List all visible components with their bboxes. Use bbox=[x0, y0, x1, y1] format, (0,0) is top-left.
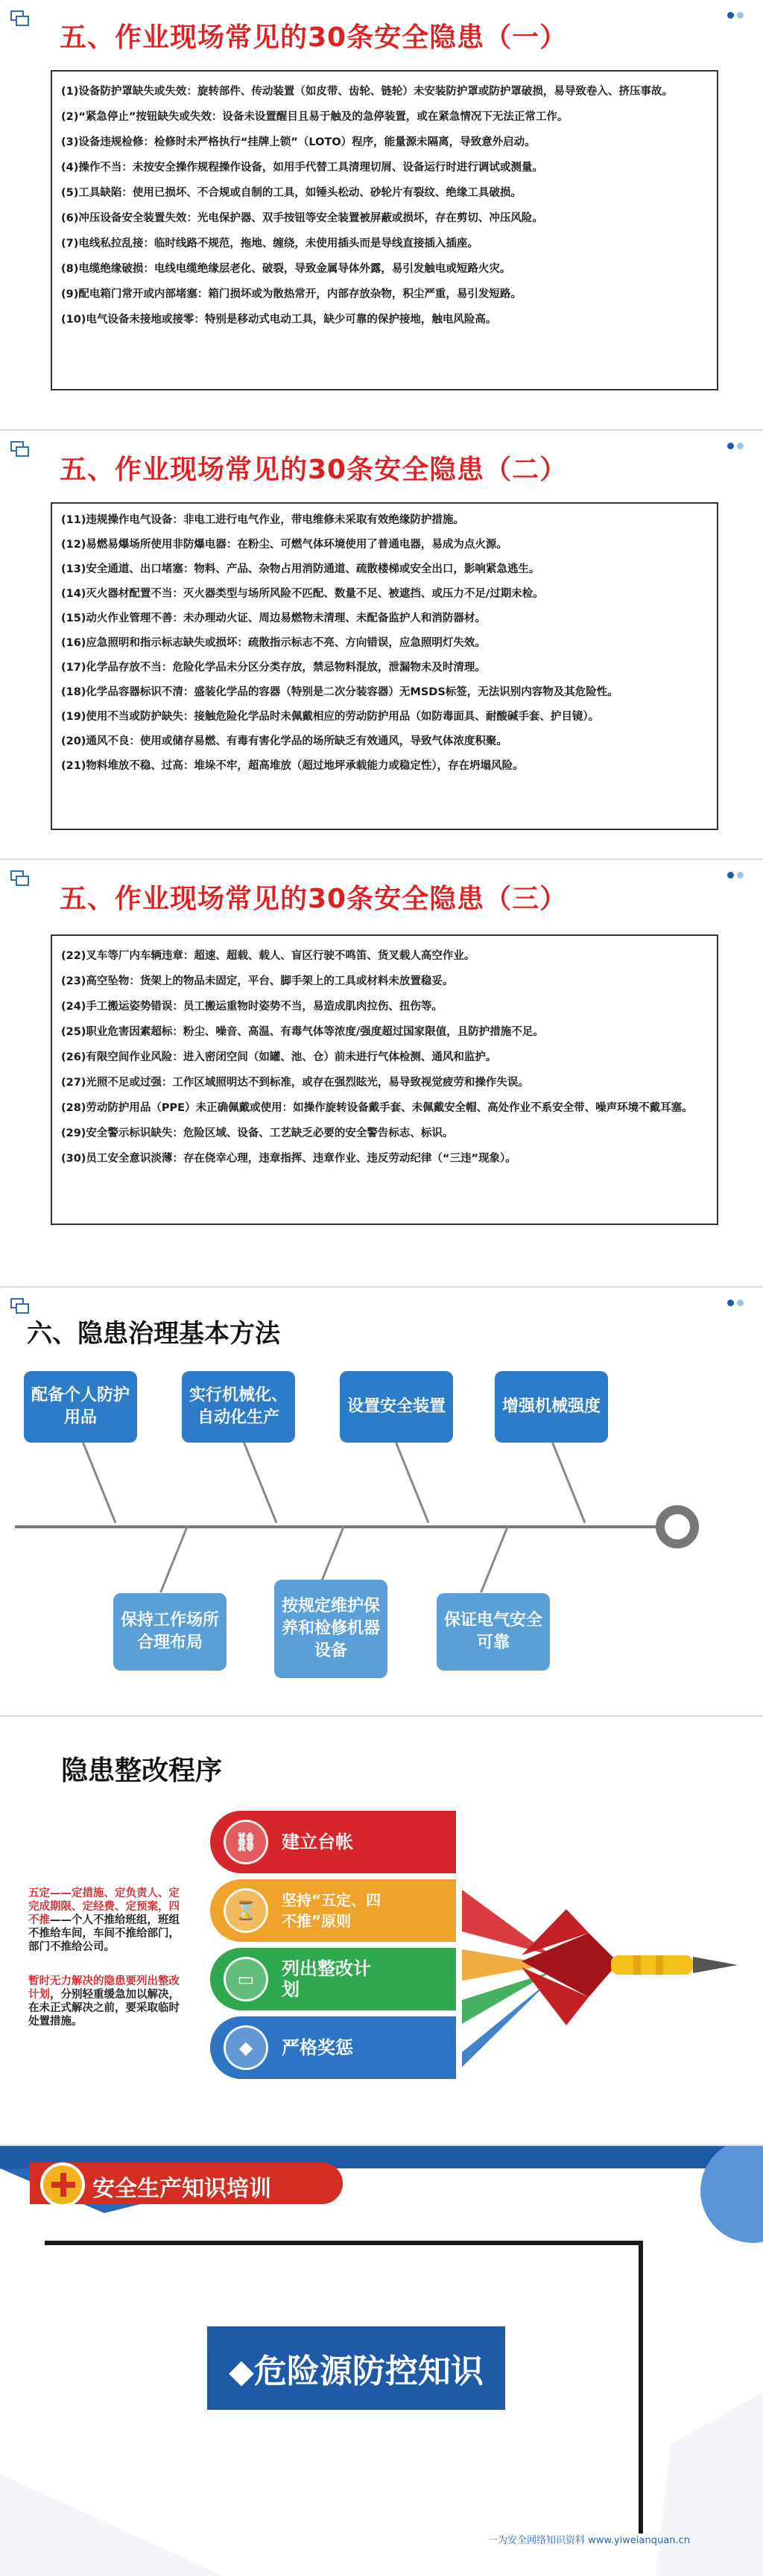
hazard-item: (8)电缆绝缘破损：电线电缆绝缘层老化、破裂，导致金属导体外露，易引发触电或短路火灾。 bbox=[61, 263, 511, 275]
slide-title: 隐患整改程序 bbox=[61, 1756, 223, 1786]
hazard-item: (11)违规操作电气设备：非电工进行电气作业，带电维修未采取有效绝缘防护措施。 bbox=[61, 514, 464, 526]
hazard-item: (7)电线私拉乱接：临时线路不规范，拖地、缠绕，未使用插头而是导线直接插入插座。 bbox=[61, 238, 478, 250]
dots-icon bbox=[727, 12, 750, 19]
dots-icon bbox=[727, 1300, 750, 1307]
hazard-item: (29)安全警示标识缺失：危险区域、设备、工艺缺乏必要的安全警告标志、标识。 bbox=[61, 1127, 454, 1139]
hazard-item: (9)配电箱门常开或内部堵塞：箱门损坏或为散热常开，内部存放杂物，积尘严重，易引发短路。 bbox=[61, 288, 522, 300]
footer-text: 一为安全网络知识资料 www.yiweianquan.cn bbox=[488, 2535, 690, 2546]
slides-icon bbox=[10, 10, 30, 27]
hazard-item: (23)高空坠物：货架上的物品未固定，平台、脚手架上的工具或材料未放置稳妥。 bbox=[61, 975, 454, 987]
step-label: 坚持“五定、四不推”原则 bbox=[282, 1891, 382, 1930]
slide-hazards-2 bbox=[0, 431, 763, 860]
dots-icon bbox=[727, 443, 750, 450]
fishbone-ring bbox=[656, 1505, 699, 1548]
step-label: 列出整改计划 bbox=[282, 1958, 371, 2000]
training-banner bbox=[30, 2162, 343, 2204]
method-box: 保持工作场所合理布局 bbox=[113, 1593, 227, 1671]
four-no-head: 四不推 bbox=[28, 1901, 180, 1926]
hazard-item: (2)“紧急停止”按钮缺失或失效：设备未设置醒目且易于触及的急停装置，或在紧急情况下无法正常工作。 bbox=[61, 111, 569, 123]
hazard-item: (16)应急照明和指示标志缺失或损坏：疏散指示标志不亮、方向错误，应急照明灯失效。 bbox=[61, 637, 486, 649]
fishbone-bone bbox=[480, 1525, 509, 1592]
hazard-item: (28)劳动防护用品（PPE）未正确佩戴或使用：如操作旋转设备戴手套、未佩戴安全帽、高处作业不系安全带、噪声环境不戴耳塞。 bbox=[61, 1102, 693, 1114]
section-card: ◆危险源防控知识 bbox=[207, 2326, 505, 2410]
method-box: 配备个人防护用品 bbox=[24, 1371, 137, 1443]
slide-title: 五、作业现场常见的30条安全隐患（三） bbox=[60, 884, 568, 914]
method-box: 增强机械强度 bbox=[495, 1371, 608, 1443]
hazard-item: (5)工具缺陷：使用已损坏、不合规或自制的工具，如锤头松动、砂轮片有裂纹、绝缘工具破损。 bbox=[61, 187, 522, 199]
hazard-list bbox=[51, 934, 718, 1225]
slide-hazards-1 bbox=[0, 0, 763, 431]
hazard-list bbox=[51, 502, 718, 830]
method-box: 按规定维护保养和检修机器设备 bbox=[274, 1580, 387, 1678]
fishbone-bone bbox=[243, 1442, 277, 1523]
five-fixed-note bbox=[28, 1887, 189, 1954]
slide-rectification bbox=[0, 1717, 763, 2146]
hazard-item: (3)设备违规检修：检修时未严格执行“挂牌上锁”（LOTO）程序，能量源未隔离，导致意外启动。 bbox=[61, 136, 536, 148]
hazard-item: (20)通风不良：使用或储存易燃、有毒有害化学品的场所缺乏有效通风，导致气体浓度积聚。 bbox=[61, 735, 507, 747]
fishbone-bone bbox=[159, 1525, 189, 1592]
hazard-item: (17)化学品存放不当：危险化学品未分区分类存放，禁忌物料混放，泄漏物未及时清理。 bbox=[61, 662, 486, 674]
hazard-item: (25)职业危害因素超标：粉尘、噪音、高温、有毒气体等浓度/强度超过国家限值，且防护措施不足。 bbox=[61, 1026, 544, 1038]
fishbone-bone bbox=[551, 1442, 586, 1523]
hazard-item: (26)有限空间作业风险：进入密闭空间（如罐、池、仓）前未进行气体检测、通风和监护。 bbox=[61, 1051, 497, 1063]
hazard-item: (19)使用不当或防护缺失：接触危险化学品时未佩戴相应的劳动防护用品（如防毒面具、耐酸碱手套、护目镜）。 bbox=[61, 711, 600, 723]
hourglass-icon: ⌛ bbox=[224, 1888, 268, 1933]
temp-note bbox=[28, 1975, 189, 2028]
slides-icon bbox=[10, 1298, 30, 1314]
hazard-item: (21)物料堆放不稳、过高：堆垛不牢，超高堆放（超过地坪承载能力或稳定性），存在坍塌风险。 bbox=[61, 760, 524, 772]
slide-hazards-3 bbox=[0, 860, 763, 1288]
fishbone-bone bbox=[395, 1442, 429, 1523]
folder-icon: ▭ bbox=[224, 1957, 268, 2001]
dart-icon bbox=[417, 1844, 745, 2097]
method-box: 实行机械化、自动化生产 bbox=[182, 1371, 295, 1443]
dots-icon bbox=[727, 872, 750, 879]
hazard-item: (18)化学品容器标识不清：盛装化学品的容器（特别是二次分装容器）无MSDS标签，无法识别内容物及其危险性。 bbox=[61, 686, 618, 698]
temp-note-body: ，分别轻重缓急加以解决，在未正式解决之前，要采取临时处置措施。 bbox=[28, 1989, 180, 2028]
five-fixed-text: 五定——定措施、定负责人、定完成期限、定经费、定预案， bbox=[28, 1887, 180, 1913]
hazard-list bbox=[51, 70, 718, 390]
hazard-item: (15)动火作业管理不善：未办理动火证、周边易燃物未清理、未配备监护人和消防器材。 bbox=[61, 613, 486, 624]
hazard-item: (10)电气设备未接地或接零：特别是移动式电动工具，缺少可靠的保护接地，触电风险高。 bbox=[61, 314, 497, 326]
slides-icon bbox=[10, 870, 30, 887]
method-box: 设置安全装置 bbox=[340, 1371, 453, 1443]
fishbone-bone bbox=[82, 1442, 116, 1523]
hazard-item: (4)操作不当：未按安全操作规程操作设备，如用手代替工具清理切屑、设备运行时进行调试或测量。 bbox=[61, 162, 543, 174]
slide-training bbox=[0, 2146, 763, 2576]
diamond-icon: ◆ bbox=[224, 2025, 268, 2070]
hazard-item: (6)冲压设备安全装置失效：光电保护器、双手按钮等安全装置被屏蔽或损坏，存在剪切、冲压风险。 bbox=[61, 212, 543, 224]
safety-cross-icon bbox=[40, 2162, 85, 2207]
four-no-body: ——个人不推给班组，班组不推给车间，车间不推给部门，部门不推给公司。 bbox=[28, 1914, 180, 1953]
hazard-item: (1)设备防护罩缺失或失效：旋转部件、传动装置（如皮带、齿轮、链轮）未安装防护罩或防护罩破损，易导致卷入、挤压事故。 bbox=[61, 86, 673, 98]
slide-title: 六、隐患治理基本方法 bbox=[27, 1319, 280, 1349]
slide-title: 五、作业现场常见的30条安全隐患（一） bbox=[60, 22, 568, 53]
step-label: 严格奖惩 bbox=[282, 2037, 353, 2058]
slide-title: 五、作业现场常见的30条安全隐患（二） bbox=[60, 455, 568, 485]
hazard-item: (14)灭火器材配置不当：灭火器类型与场所风险不匹配、数量不足、被遮挡、或压力不足/过期未检。 bbox=[61, 588, 544, 600]
training-banner-title: 安全生产知识培训 bbox=[92, 2176, 271, 2202]
hazard-item: (22)叉车等厂内车辆违章：超速、超载、载人、盲区行驶不鸣笛、货叉载人高空作业。 bbox=[61, 950, 475, 962]
link-icon: ⛓ bbox=[224, 1820, 268, 1864]
hazard-item: (24)手工搬运姿势错误：员工搬运重物时姿势不当，易造成肌肉拉伤、扭伤等。 bbox=[61, 1001, 443, 1013]
temp-note-head: 暂时无力解决的隐患要列出整改计划 bbox=[28, 1975, 180, 2001]
hazard-item: (30)员工安全意识淡薄：存在侥幸心理，违章指挥、违章作业、违反劳动纪律（“三违”现象）。 bbox=[61, 1153, 516, 1165]
slide-methods bbox=[0, 1288, 763, 1717]
hazard-item: (12)易燃易爆场所使用非防爆电器：在粉尘、可燃气体环境使用了普通电器，易成为点火源。 bbox=[61, 539, 507, 551]
method-box: 保证电气安全可靠 bbox=[437, 1593, 550, 1671]
hazard-item: (27)光照不足或过强：工作区域照明达不到标准，或存在强烈眩光，易导致视觉疲劳和操作失误。 bbox=[61, 1077, 529, 1089]
hazard-item: (13)安全通道、出口堵塞：物料、产品、杂物占用消防通道、疏散楼梯或安全出口，影响紧急逃生。 bbox=[61, 563, 540, 575]
step-label: 建立台帐 bbox=[282, 1832, 353, 1852]
slides-icon bbox=[10, 441, 30, 458]
